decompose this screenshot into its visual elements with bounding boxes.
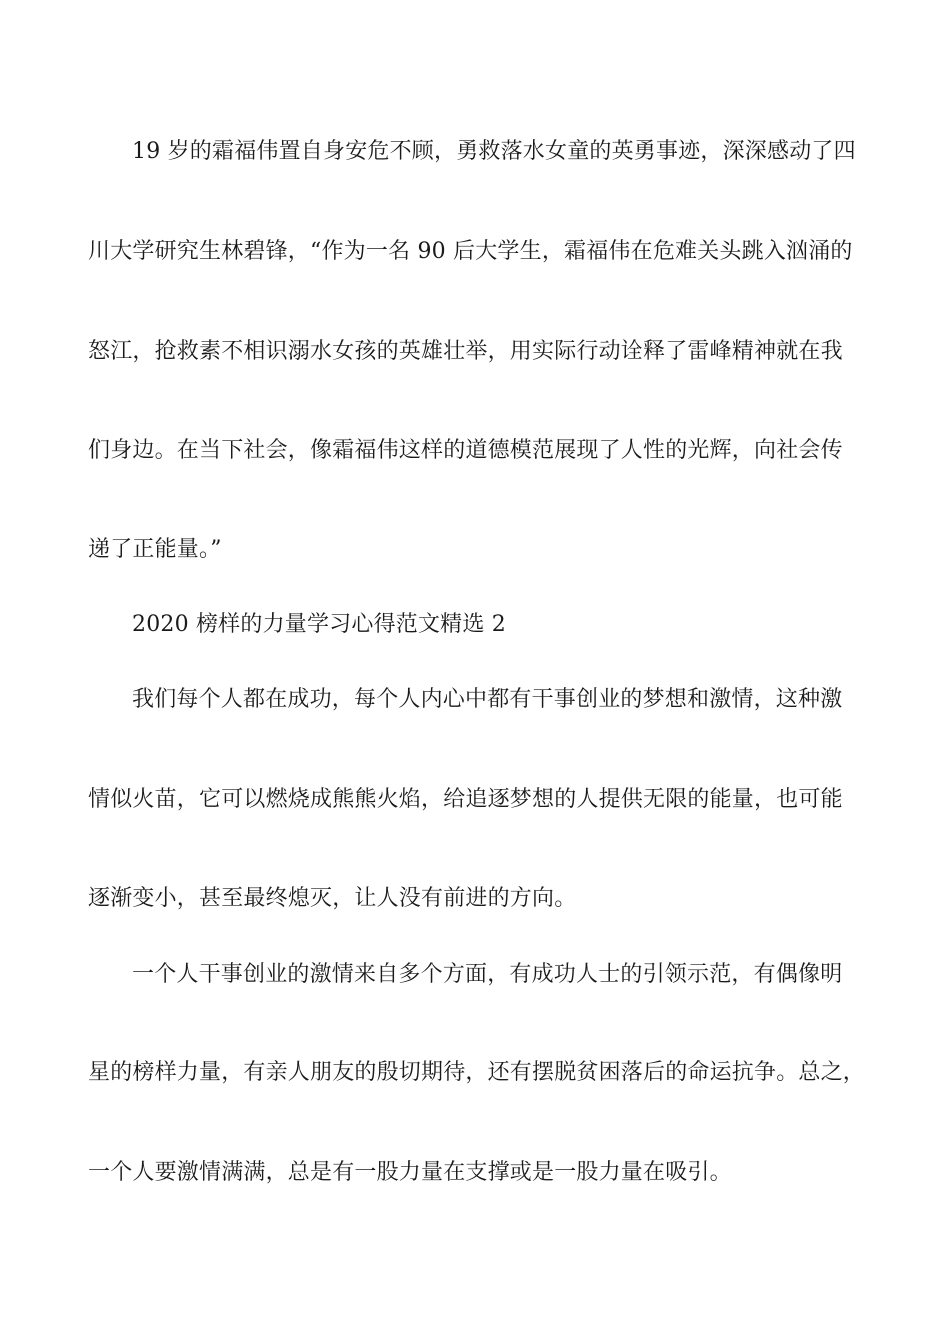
paragraph-1-line-1: 19 岁的霜福伟置自身安危不顾，勇救落水女童的英勇事迹，深深感动了四 (132, 139, 856, 164)
section-heading: 2020 榜样的力量学习心得范文精选 2 (132, 612, 506, 637)
paragraph-1-line-4: 们身边。在当下社会，像霜福伟这样的道德模范展现了人性的光辉，向社会传 (88, 438, 843, 463)
paragraph-2-line-1: 我们每个人都在成功，每个人内心中都有干事创业的梦想和激情，这种激 (132, 687, 843, 712)
paragraph-1-line-2: 川大学研究生林碧锋，“作为一名 90 后大学生，霜福伟在危难关头跳入汹涌的 (88, 239, 853, 264)
paragraph-3-line-3: 一个人要激情满满，总是有一股力量在支撑或是一股力量在吸引。 (88, 1160, 732, 1185)
paragraph-2-line-3: 逐渐变小，甚至最终熄灭，让人没有前进的方向。 (88, 886, 577, 911)
paragraph-3-line-1: 一个人干事创业的激情来自多个方面，有成功人士的引领示范，有偶像明 (132, 962, 843, 987)
paragraph-1-line-3: 怒江，抢救素不相识溺水女孩的英雄壮举，用实际行动诠释了雷峰精神就在我 (88, 339, 843, 364)
paragraph-2-line-2: 情似火苗，它可以燃烧成熊熊火焰，给追逐梦想的人提供无限的能量，也可能 (88, 787, 843, 812)
paragraph-3-line-2: 星的榜样力量，有亲人朋友的殷切期待，还有摆脱贫困落后的命运抗争。总之， (88, 1060, 866, 1085)
paragraph-1-line-5: 递了正能量。” (88, 537, 222, 562)
